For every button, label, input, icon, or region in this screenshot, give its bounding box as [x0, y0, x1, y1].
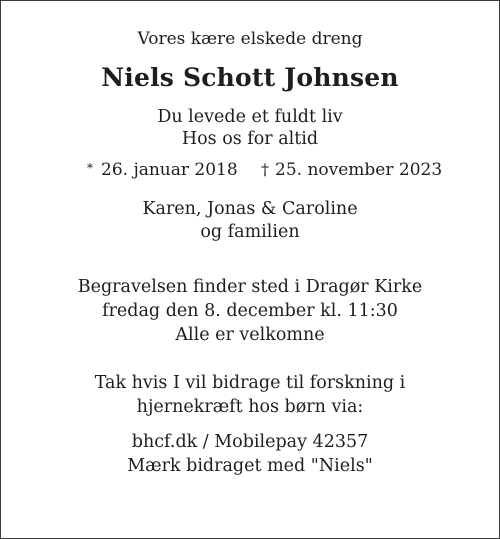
birth-date: 26. januar 2018 [101, 160, 238, 180]
death-cross-icon: † [261, 160, 269, 179]
funeral-line-3: Alle er velkomne [175, 325, 325, 345]
funeral-line-2: fredag den 8. december kl. 11:30 [102, 301, 398, 321]
death-date: 25. november 2023 [275, 160, 443, 180]
mourners-line-2: og familien [200, 222, 300, 242]
epitaph-line-1: Du levede et fuldt liv [157, 107, 343, 127]
deceased-name: Niels Schott Johnsen [101, 63, 399, 92]
funeral-line-1: Begravelsen finder sted i Dragør Kirke [77, 277, 423, 297]
birth-entry [87, 162, 238, 179]
donation-detail-line-2: Mærk bidraget med "Niels" [127, 456, 373, 476]
mourners-line-1: Karen, Jonas & Caroline [142, 199, 358, 219]
donation-line-2: hjernekræft hos børn via: [136, 397, 364, 417]
donation-line-1: Tak hvis I vil bidrage til forskning i [94, 373, 406, 393]
intro-line: Vores kære elskede dreng [137, 29, 363, 49]
birth-star-icon: * [87, 161, 93, 175]
donation-detail-line-1: bhcf.dk / Mobilepay 42357 [131, 432, 369, 452]
death-entry [261, 162, 442, 179]
epitaph-line-2: Hos os for altid [181, 129, 319, 149]
